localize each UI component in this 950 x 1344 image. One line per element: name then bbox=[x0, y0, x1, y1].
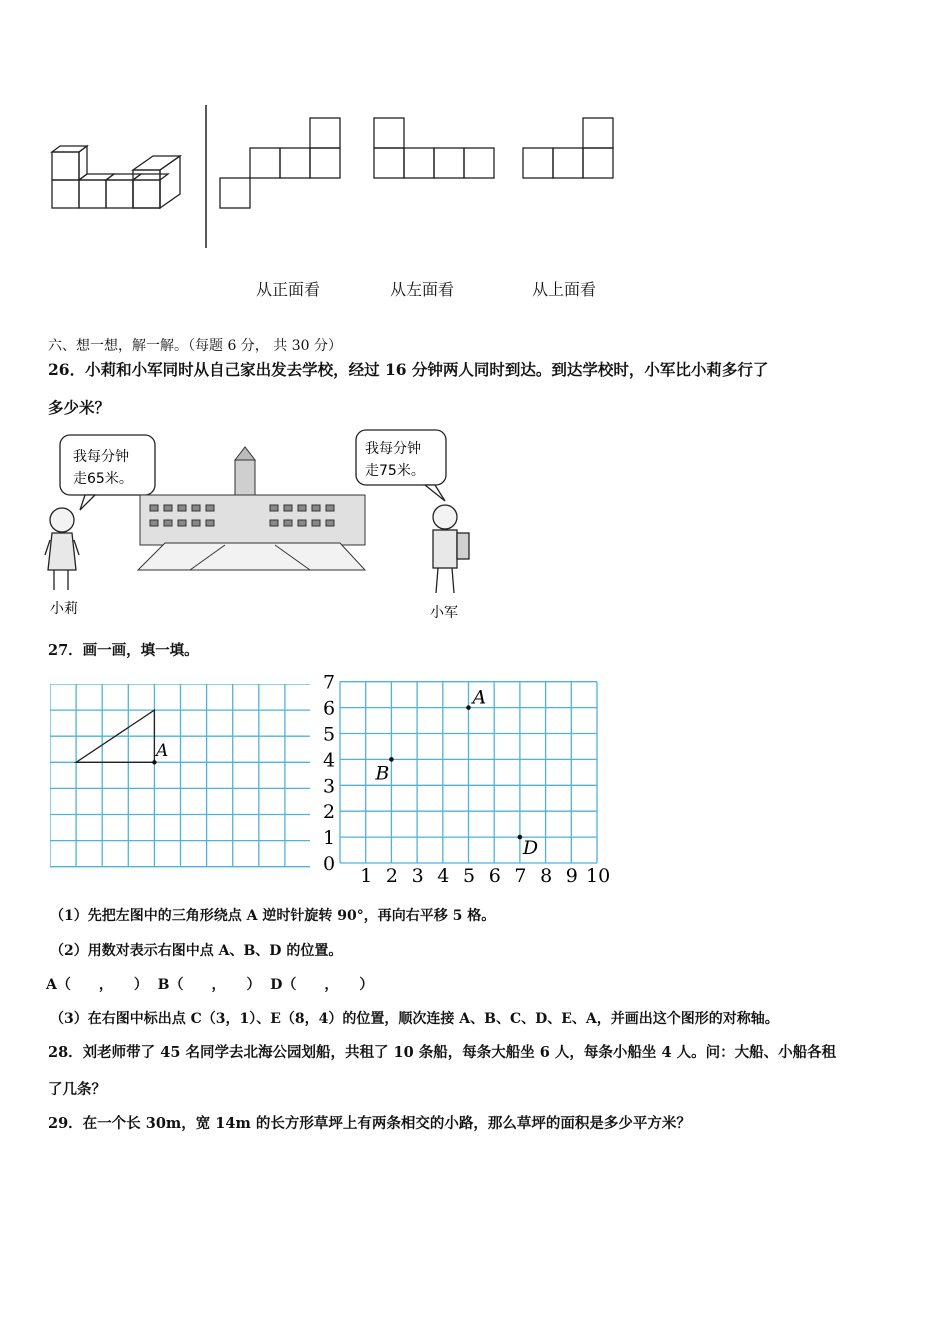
boy-speech-line1: 我每分钟 bbox=[365, 441, 421, 457]
q27-sub1: （1）先把左图中的三角形绕点 A 逆时针旋转 90°，再向右平移 5 格。 bbox=[50, 908, 496, 924]
x-tick-label: 6 bbox=[488, 865, 501, 887]
front-view-label: 从正面看 bbox=[256, 280, 321, 299]
point-b-dot bbox=[389, 757, 394, 762]
left-grid-lines bbox=[50, 684, 310, 867]
q27-title: 27．画一画，填一填。 bbox=[48, 642, 199, 659]
q27-blanks[interactable]: A（ ， ） B（ ， ） D（ ， ） bbox=[46, 977, 374, 993]
point-b-label: B bbox=[375, 762, 390, 785]
x-tick-label: 9 bbox=[565, 865, 578, 887]
x-tick-label: 1 bbox=[360, 865, 373, 887]
top-view-label: 从上面看 bbox=[532, 280, 597, 299]
boy-speech-line2: 走75米。 bbox=[365, 463, 425, 479]
x-tick-label: 10 bbox=[586, 865, 611, 887]
q27-sub2: （2）用数对表示右图中点 A、B、D 的位置。 bbox=[50, 943, 343, 959]
y-tick-label: 4 bbox=[323, 749, 336, 772]
point-d-label: D bbox=[522, 837, 539, 860]
section-six-heading: 六、想一想，解一解。（每题 6 分， 共 30 分） bbox=[48, 338, 342, 354]
x-tick-label: 5 bbox=[463, 865, 476, 887]
q26-line1: 26．小莉和小军同时从自己家出发去学校，经过 16 分钟两人同时到达。到达学校时，小军比小莉多行了 bbox=[48, 360, 769, 379]
left-view-label: 从左面看 bbox=[390, 280, 455, 299]
q28-line1: 28．刘老师带了 45 名同学去北海公园划船，共租了 10 条船，每条大船坐 6 人，每条小船坐 4 人。问：大船、小船各租 bbox=[48, 1044, 837, 1061]
cube-views-figure bbox=[40, 100, 640, 260]
boy-name: 小军 bbox=[430, 605, 458, 621]
school-building bbox=[138, 447, 365, 570]
point-a-dot bbox=[466, 705, 471, 710]
y-tick-label: 6 bbox=[323, 697, 336, 720]
front-view-shape bbox=[220, 118, 340, 208]
y-tick-label: 3 bbox=[323, 775, 336, 798]
girl-speech-line1: 我每分钟 bbox=[73, 449, 129, 465]
y-tick-label: 2 bbox=[323, 801, 336, 824]
y-tick-label: 1 bbox=[323, 827, 336, 850]
q28-line2: 了几条？ bbox=[48, 1081, 106, 1098]
x-tick-label: 3 bbox=[411, 865, 424, 887]
y-tick-label: 5 bbox=[323, 723, 336, 746]
coord-y-ticks bbox=[323, 672, 335, 875]
x-tick-label: 7 bbox=[514, 865, 527, 887]
q27-coordinate-grid bbox=[318, 670, 618, 890]
girl-figure bbox=[45, 508, 79, 590]
x-tick-label: 2 bbox=[385, 865, 398, 887]
q29-line1: 29．在一个长 30m，宽 14m 的长方形草坪上有两条相交的小路，那么草坪的面积是多少平方米？ bbox=[48, 1115, 691, 1132]
y-tick-label: 0 bbox=[323, 853, 336, 875]
boy-figure bbox=[433, 505, 469, 593]
q27-sub3: （3）在右图中标出点 C（3，1）、E（8，4）的位置，顺次连接 A、B、C、D、E、A，并画出这个图形的对称轴。 bbox=[50, 1011, 779, 1027]
point-a-label: A bbox=[472, 686, 487, 709]
cube-solid bbox=[52, 146, 180, 208]
q26-line2: 多少米？ bbox=[48, 398, 111, 417]
coord-x-ticks bbox=[360, 865, 610, 887]
boy-speech-bubble bbox=[356, 430, 446, 501]
q27-left-grid bbox=[50, 684, 310, 869]
left-point-a-label: A bbox=[156, 741, 169, 761]
y-tick-label: 7 bbox=[323, 671, 336, 694]
x-tick-label: 4 bbox=[437, 865, 450, 887]
left-view-shape bbox=[374, 118, 494, 178]
girl-speech-line2: 走65米。 bbox=[73, 471, 133, 487]
x-tick-label: 8 bbox=[540, 865, 553, 887]
q26-illustration bbox=[40, 425, 490, 625]
girl-name: 小莉 bbox=[50, 601, 78, 617]
coord-points bbox=[374, 687, 538, 860]
point-d-dot bbox=[518, 835, 523, 840]
top-view-shape bbox=[523, 118, 613, 178]
